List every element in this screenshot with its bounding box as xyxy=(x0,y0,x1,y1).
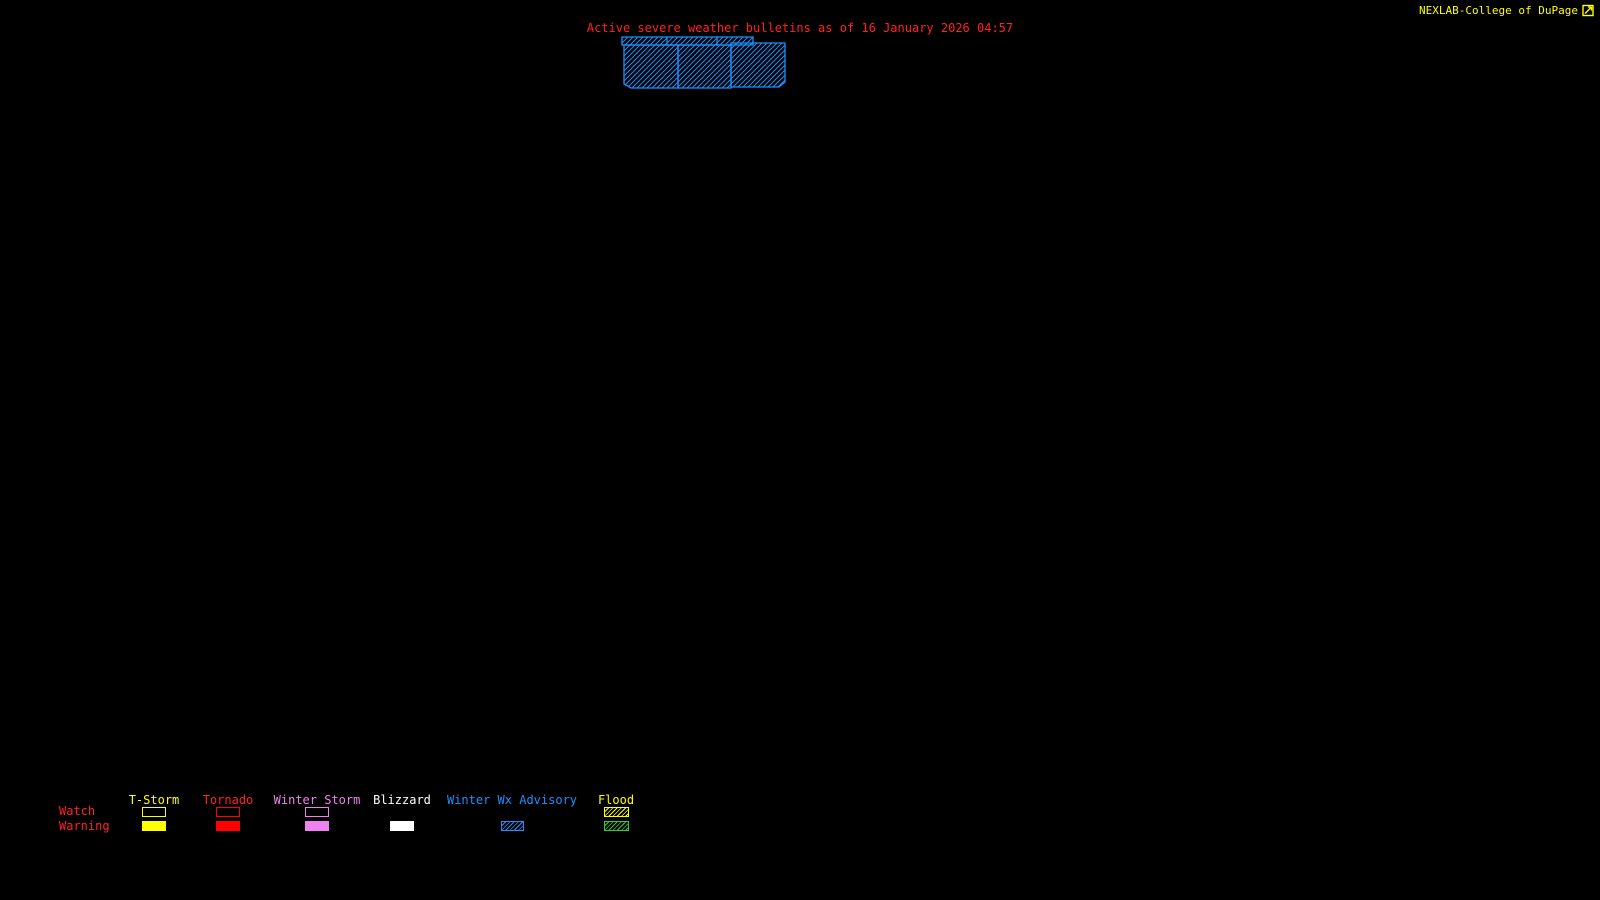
flood-watch-swatch xyxy=(604,807,629,817)
bulletin-title: Active severe weather bulletins as of 16 January 2026 04:57 xyxy=(586,21,1014,35)
legend-row-warning-label: Warning xyxy=(59,819,110,833)
cod-logo-icon xyxy=(1582,4,1595,17)
advisory-county-middle xyxy=(678,45,731,88)
legend-header-flood: Flood xyxy=(597,793,635,807)
legend-header-blizzard: Blizzard xyxy=(373,793,431,807)
legend-row-watch-label: Watch xyxy=(59,804,96,818)
legend-header-tornado: Tornado xyxy=(202,793,254,807)
credit xyxy=(1419,4,1595,17)
legend-column-flood xyxy=(536,794,696,836)
credit-text: NEXLAB-College of DuPage xyxy=(1419,4,1578,17)
legend-header-winter-wx-advisory: Winter Wx Advisory xyxy=(446,793,578,807)
winter-wx-advisory-swatch xyxy=(501,821,524,831)
blizzard-warning-swatch xyxy=(390,821,414,831)
advisory-county-left xyxy=(624,45,678,88)
legend-header-winter-storm: Winter Storm xyxy=(273,793,361,807)
legend xyxy=(0,794,720,836)
advisory-county-right xyxy=(731,43,785,87)
winter-wx-advisory-region xyxy=(600,30,800,95)
flood-warning-swatch xyxy=(604,821,629,831)
legend-header-tstorm: T-Storm xyxy=(128,793,180,807)
